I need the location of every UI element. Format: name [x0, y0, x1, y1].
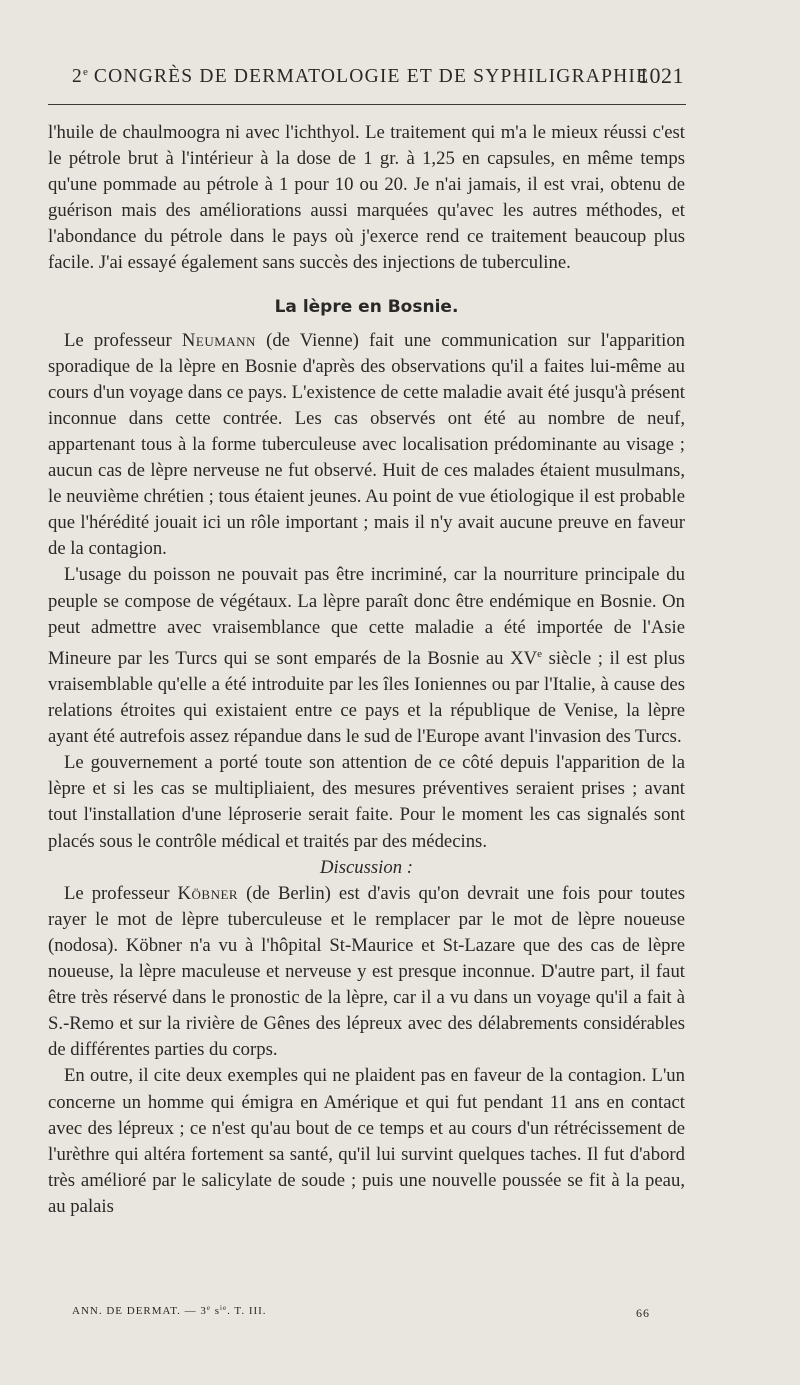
header-rule	[48, 104, 686, 105]
section-paragraph-3: Le gouvernement a porté toute son attention de ce côté depuis l'apparition de la lèpre et si les cas se multipliaient, des mesures préventives seraient prises ; avant tout l'installation d'une léproserie serait faite. Pour le moment les cas signalés sont placés sous le contrôle médical et traités par des médecins.	[48, 752, 685, 852]
section-title: La lèpre en Bosnie.	[274, 296, 459, 317]
intro-paragraph: l'huile de chaulmoogra ni avec l'ichthyol. Le traitement qui m'a le mieux réussi c'est le pétrole brut à l'intérieur à la dose de 1 gr. à 1,25 en capsules, en même temps qu'une pommade au pétrole à 1 pour 10 ou 20. Je n'ai jamais, il est vrai, obtenu de guérison mais des améliorations aussi marquées qu'avec les autres méthodes, et l'abondance du pétrole dans le pays où j'exerce rend ce traitement beaucoup plus facile. J'ai essayé également sans succès des injections de tuberculine.	[48, 122, 685, 274]
header-title: CONGRÈS DE DERMATOLOGIE ET DE SYPHILIGRAPHIE	[93, 66, 650, 87]
body-text	[48, 120, 685, 1220]
discussion-title: Discussion :	[320, 856, 413, 878]
journal-reference: ANN. DE DERMAT. — 3e $s^{ie}$. T. III.	[72, 1304, 267, 1317]
page-number: 1021	[638, 63, 684, 88]
section-paragraph-2: L'usage du poisson ne pouvait pas être incriminé, car la nourriture principale du peuple se compose de végétaux. La lèpre paraît donc être endémique en Bosnie. On peut admettre avec vraisemblance que cette maladie a été importée de l'Asie Mineure par les Turcs qui se sont emparés de la Bosnie au XVe siècle ; il est plus vraisemblable qu'elle a été introduite par les îles Ioniennes ou par l'Italie, à cause des relations étroites qui existaient entre ce pays et la république de Venise, la lèpre ayant été autrefois assez répandue dans le sud de l'Europe avant l'invasion des Turcs.	[48, 564, 685, 748]
header-ordinal: 2e	[72, 66, 88, 87]
discussion-paragraph-2: En outre, il cite deux exemples qui ne plaident pas en faveur de la contagion. L'un concerne un homme qui émigra en Amérique et qui fut pendant 11 ans en contact avec des lépreux ; ce n'est qu'au bout de ce temps et au cours d'un rétrécissement de l'urèthre qui altéra fortement sa santé, qu'il lui survint quelques taches. Il fut d'abord très amélioré par le salicylate de soude ; puis une nouvelle poussée se fit à la peau, au palais	[48, 1065, 685, 1217]
section-paragraph-1: Le professeur Neumann (de Vienne) fait une communication sur l'apparition sporadique de la lèpre en Bosnie d'après des observations qu'il a faites lui-même au cours d'un voyage dans ce pays. L'existence de cette maladie avait été jusqu'à présent inconnue dans cette contrée. Les cas observés ont été au nombre de neuf, appartenant tous à la forme tuberculeuse avec localisation prédominante au visage ; aucun cas de lèpre nerveuse ne fut observé. Huit de ces malades étaient musulmans, le neuvième chrétien ; tous étaient jeunes. Au point de vue étiologique il est probable que l'hérédité jouait ici un rôle important ; mais il n'y avait aucune preuve en faveur de la contagion.	[48, 329, 686, 560]
author-name-neumann: Neumann	[181, 329, 256, 351]
signature-mark: 66	[636, 1306, 650, 1320]
author-name-kobner: Köbner	[177, 882, 239, 904]
footer	[72, 1304, 650, 1320]
discussion-paragraph-1: Le professeur Köbner (de Berlin) est d'avis qu'on devrait une fois pour toutes rayer le mot de lèpre tuberculeuse et le remplacer par le mot de lèpre noueuse (nodosa). Köbner n'a vu à l'hôpital St-Maurice et St-Lazare que des cas de lèpre noueuse, la lèpre maculeuse et nerveuse y est presque inconnue. D'autre part, il faut être très réservé dans le pronostic de la lèpre, car il a vu dans un voyage qu'il a fait à S.-Remo et sur la rivière de Gênes des lépreux avec des délabrements considérables de différentes parties du corps.	[48, 882, 685, 1061]
running-header	[72, 63, 684, 88]
